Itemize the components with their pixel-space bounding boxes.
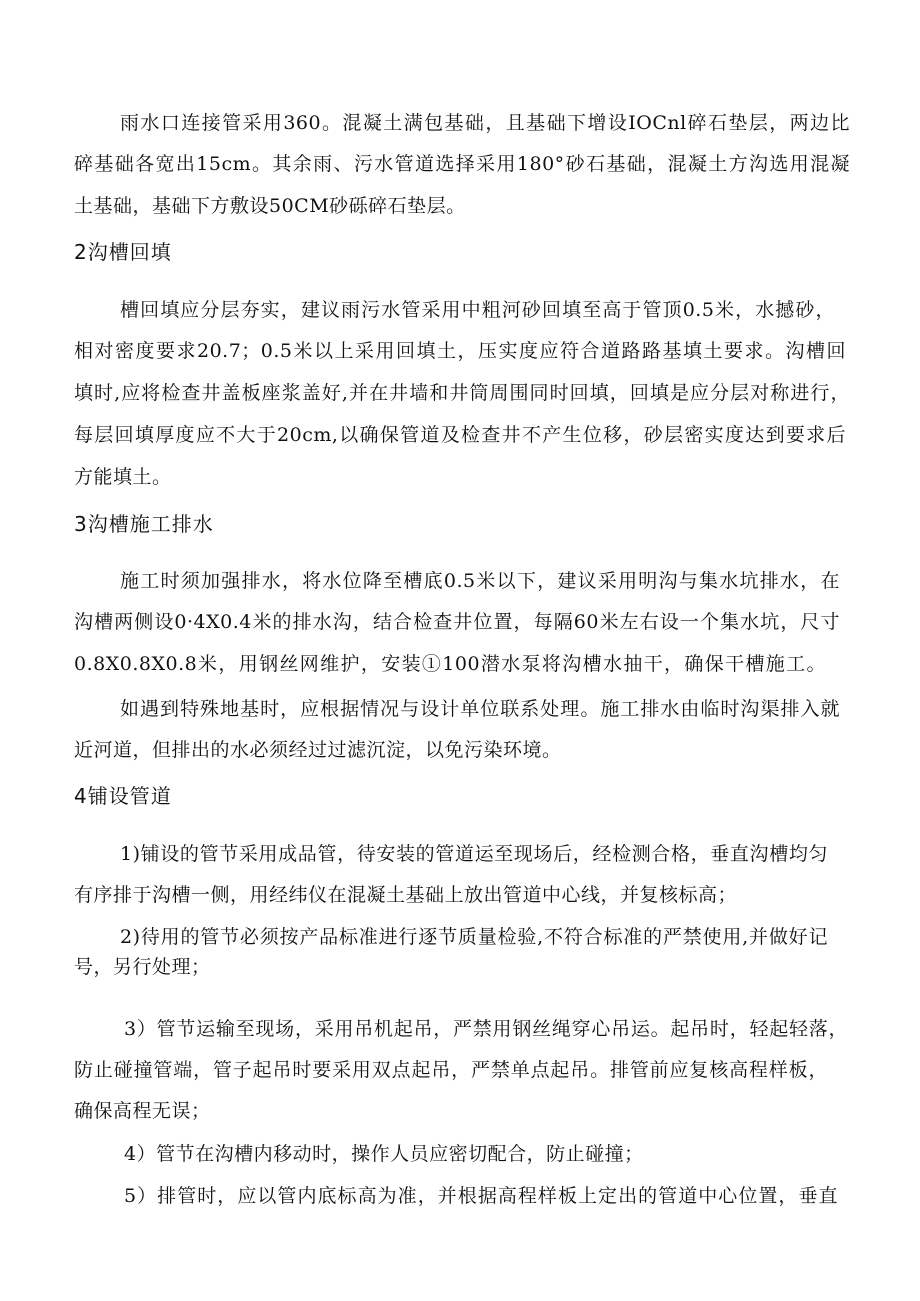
paragraph-line: 有序排于沟槽一侧，用经纬仪在混凝土基础上放出管道中心线，并复核标高； bbox=[74, 884, 738, 906]
paragraph-line: 近河道，但排出的水必须经过过滤沉淀，以免污染环境。 bbox=[74, 739, 562, 761]
paragraph-line: 防止碰撞管端，管子起吊时要采用双点起吊，严禁单点起吊。排管前应复核高程样板， bbox=[74, 1059, 828, 1081]
paragraph-line: 0.8X0.8X0.8米，用钢丝网维护，安装①100潜水泵将沟槽水抽干，确保干槽施工。 bbox=[74, 653, 826, 675]
paragraph-line: 号，另行处理； bbox=[74, 956, 211, 978]
paragraph-line: 2)待用的管节必须按产品标准进行逐节质量检验,不符合标准的严禁使用,并做好记 bbox=[120, 926, 828, 948]
paragraph-line: 施工时须加强排水，将水位降至槽底0.5米以下，建议采用明沟与集水坑排水，在 bbox=[120, 570, 840, 592]
paragraph-line: 如遇到特殊地基时，应根据情况与设计单位联系处理。施工排水由临时沟渠排入就 bbox=[120, 698, 840, 720]
paragraph-line: 槽回填应分层夯实，建议雨污水管采用中粗河砂回填至高于管顶0.5米，水撼砂， bbox=[120, 299, 835, 321]
section-heading-4: 4铺设管道 bbox=[74, 784, 172, 808]
section-heading-3: 3沟槽施工排水 bbox=[74, 512, 214, 536]
paragraph-line: 沟槽两侧设0·4X0.4米的排水沟，结合检查井位置，每隔60米左右设一个集水坑，尺寸 bbox=[74, 611, 840, 633]
paragraph-line: 碎基础各宽出15cm。其余雨、污水管道选择采用180°砂石基础，混凝土方沟选用混凝 bbox=[74, 153, 850, 175]
section-heading-2: 2沟槽回填 bbox=[74, 240, 172, 264]
paragraph-line: 确保高程无误； bbox=[74, 1100, 211, 1122]
paragraph-line: 土基础，基础下方敷设50CM砂砾碎石垫层。 bbox=[74, 195, 466, 217]
paragraph-line: 填时,应将检查井盖板座浆盖好,并在井墙和井筒周围同时回填，回填是应分层对称进行， bbox=[74, 382, 850, 404]
paragraph-line: 每层回填厚度应不大于20cm,以确保管道及检查井不产生位移，砂层密实度达到要求后 bbox=[74, 424, 846, 446]
paragraph-line: 3）管节运输至现场，采用吊机起吊，严禁用钢丝绳穿心吊运。起吊时，轻起轻落， bbox=[124, 1018, 848, 1040]
paragraph-line: 5）排管时，应以管内底标高为准，并根据高程样板上定出的管道中心位置，垂直 bbox=[124, 1185, 838, 1207]
paragraph-line: 1)铺设的管节采用成品管，待安装的管道运至现场后，经检测合格，垂直沟槽均匀 bbox=[120, 843, 828, 865]
paragraph-line: 方能填土。 bbox=[74, 466, 172, 488]
paragraph-line: 4）管节在沟槽内移动时，操作人员应密切配合，防止碰撞； bbox=[124, 1143, 644, 1165]
paragraph-line: 相对密度要求20.7；0.5米以上采用回填土，压实度应符合道路路基填土要求。沟槽回 bbox=[74, 340, 846, 362]
paragraph-line: 雨水口连接管采用360。混凝土满包基础，且基础下增设IOCnl碎石垫层，两边比 bbox=[120, 112, 850, 134]
